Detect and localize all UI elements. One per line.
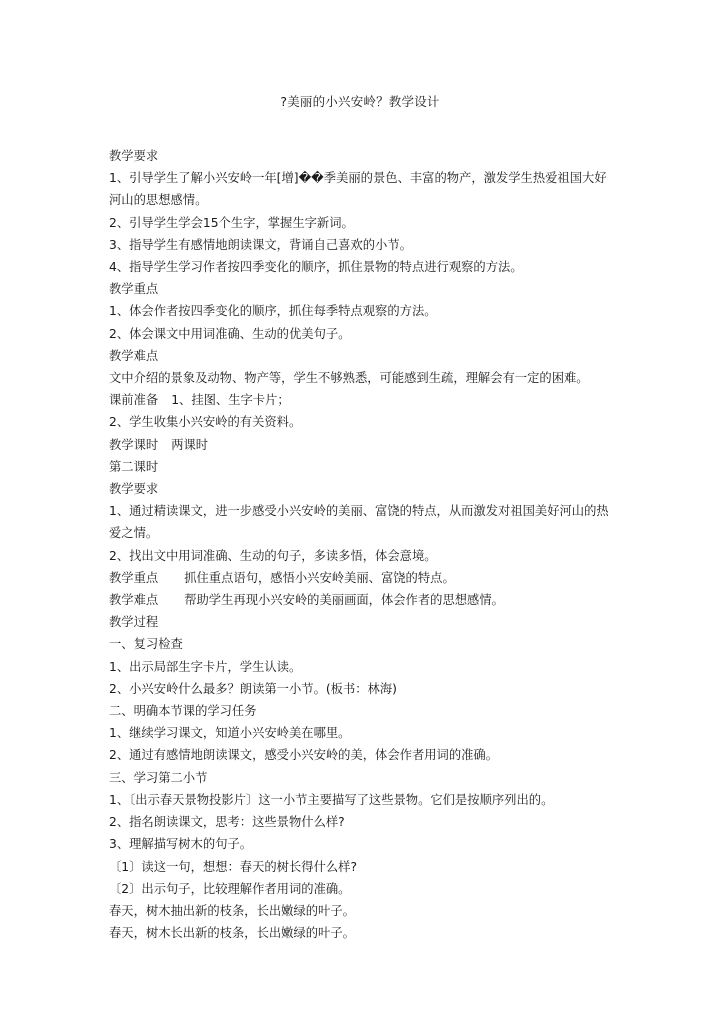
lesson-two-heading: 第二课时 (109, 459, 159, 474)
part-three-sub-2: 〔2〕出示句子，比较理解作者用词的准确。 (109, 881, 351, 896)
document-body (109, 145, 617, 944)
requirement-item-3: 3、指导学生有感情地朗读课文，背诵自己喜欢的小节。 (109, 237, 412, 252)
part-one-item-1: 1、出示局部生字卡片，学生认读。 (109, 659, 302, 674)
preparation-label: 课前准备 (109, 393, 159, 408)
requirement-item-4: 4、指导学生学习作者按四季变化的顺序，抓住景物的特点进行观察的方法。 (109, 260, 523, 275)
example-sentence-2: 春天，树木长出新的枝条，长出嫩绿的叶子。 (109, 926, 355, 941)
lesson-two-requirements-heading: 教学要求 (109, 482, 159, 497)
lesson-two-difficulty-label: 教学难点 (109, 593, 159, 608)
key-point-item-1: 1、体会作者按四季变化的顺序，抓住每季特点观察的方法。 (109, 304, 437, 319)
part-three-sub-1: 〔1〕读这一句，想想：春天的树长得什么样? (109, 859, 357, 874)
lesson-two-requirement-1: 1、通过精读课文，进一步感受小兴安岭的美丽、富饶的特点，从而激发对祖国美好河山的热爱之情。 (109, 504, 609, 541)
teaching-process-heading: 教学过程 (109, 615, 159, 630)
part-three-item-3: 3、理解描写树木的句子。 (109, 837, 253, 852)
part-three-item-1: 1、〔出示春天景物投影片〕这一小节主要描写了这些景物。它们是按顺序列出的。 (109, 792, 554, 807)
preparation-line (109, 389, 617, 411)
section-heading-key-points: 教学重点 (109, 282, 159, 297)
part-two-heading: 二、明确本节课的学习任务 (109, 704, 257, 719)
part-one-item-2: 2、小兴安岭什么最多？朗读第一小节。(板书：林海) (109, 681, 397, 696)
requirement-item-1: 1、引导学生了解小兴安岭一年[增]��季美丽的景色、丰富的物产，激发学生热爱祖国大好河山的思想感情。 (109, 171, 607, 208)
key-point-item-2: 2、体会课文中用词准确、生动的优美句子。 (109, 326, 351, 341)
requirement-item-2: 2、引导学生学会15个生字，掌握生字新词。 (109, 215, 354, 230)
class-hours-label: 教学课时 (109, 437, 159, 452)
class-hours-line (109, 434, 617, 456)
lesson-two-key-text: 抓住重点语句，感悟小兴安岭美丽、富饶的特点。 (184, 570, 455, 585)
lesson-two-key-label: 教学重点 (109, 570, 159, 585)
section-heading-difficulties: 教学难点 (109, 348, 159, 363)
preparation-item-1: 1、挂图、生字卡片； (171, 393, 290, 408)
difficulty-text: 文中介绍的景象及动物、物产等，学生不够熟悉，可能感到生疏，理解会有一定的困难。 (109, 371, 589, 386)
lesson-two-difficulty-text: 帮助学生再现小兴安岭的美丽画面，体会作者的思想感情。 (184, 593, 504, 608)
part-three-heading: 三、学习第二小节 (109, 770, 208, 785)
lesson-two-difficulty-line (109, 589, 617, 611)
lesson-two-requirement-2: 2、找出文中用词准确、生动的句子，多读多悟，体会意境。 (109, 548, 437, 563)
document-title: ?美丽的小兴安岭？教学设计 (280, 94, 440, 109)
part-one-heading: 一、复习检查 (109, 637, 183, 652)
preparation-item-2: 2、学生收集小兴安岭的有关资料。 (109, 415, 302, 430)
part-two-item-1: 1、继续学习课文，知道小兴安岭美在哪里。 (109, 726, 351, 741)
part-two-item-2: 2、通过有感情地朗读课文，感受小兴安岭的美，体会作者用词的准确。 (109, 748, 499, 763)
lesson-two-key-point-line (109, 567, 617, 589)
example-sentence-1: 春天，树木抽出新的枝条，长出嫩绿的叶子。 (109, 903, 355, 918)
class-hours-value: 两课时 (171, 437, 209, 452)
part-three-item-2: 2、指名朗读课文，思考：这些景物什么样? (109, 815, 345, 830)
section-heading-requirements: 教学要求 (109, 149, 159, 163)
